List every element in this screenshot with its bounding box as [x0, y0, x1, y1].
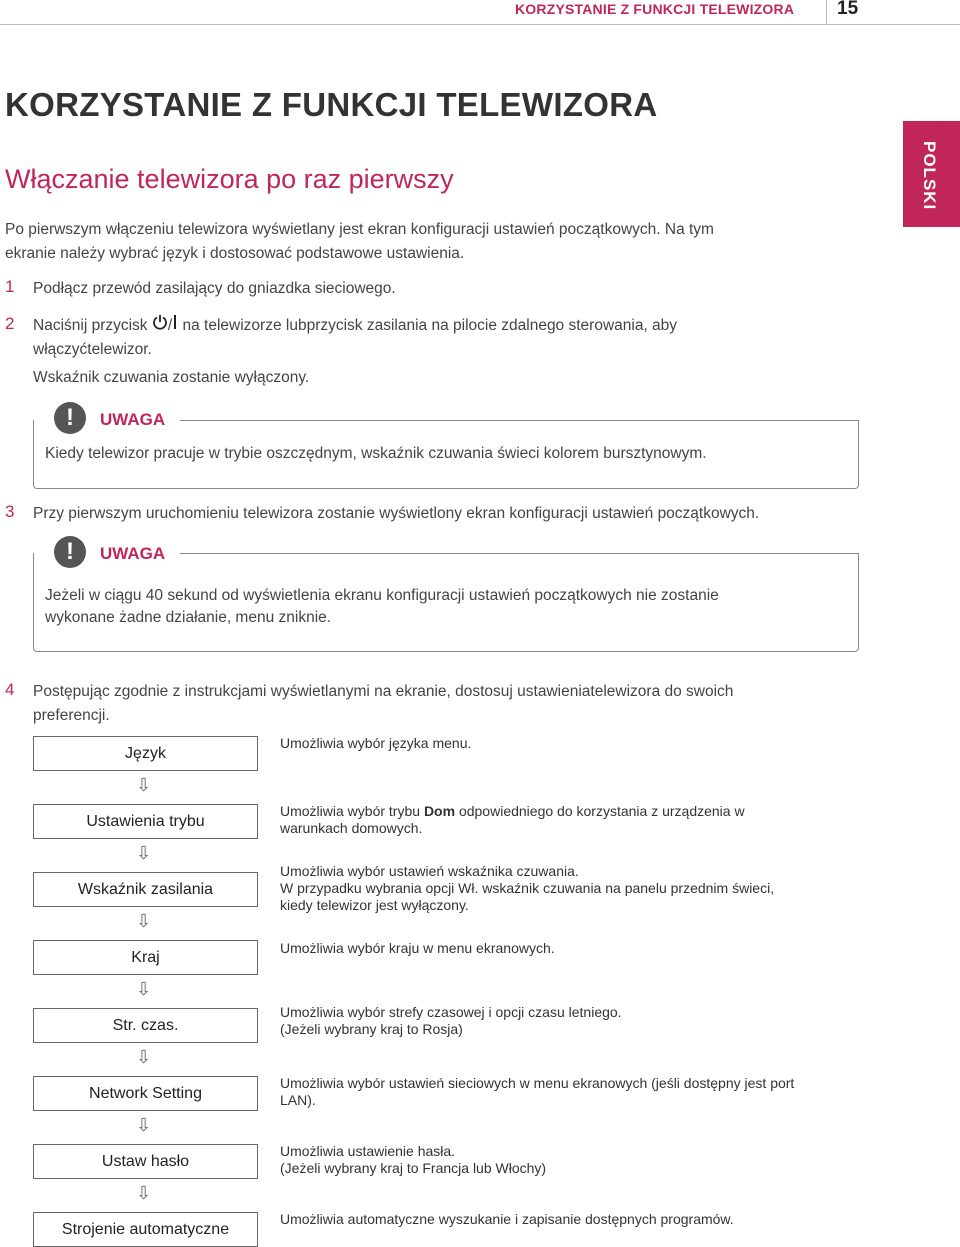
- warning-icon: !: [54, 536, 86, 568]
- flow-box-auto-tuning: Strojenie automatyczne: [33, 1212, 258, 1247]
- page-number: 15: [837, 0, 859, 19]
- note-label: UWAGA: [100, 410, 166, 429]
- flow-desc-country: Umożliwia wybór kraju w menu ekranowych.: [280, 940, 555, 956]
- flow-desc-auto-tuning: Umożliwia automatyczne wyszukanie i zapisanie dostępnych programów.: [280, 1211, 734, 1227]
- flow-desc-language: Umożliwia wybór języka menu.: [280, 735, 472, 751]
- warning-icon: !: [54, 402, 86, 434]
- step-text: Podłącz przewód zasilający do gniazdka sieciowego.: [33, 280, 396, 297]
- flow-box-mode-setting: Ustawienia trybu: [33, 804, 258, 839]
- power-icon: [152, 314, 168, 338]
- flow-box-time-zone: Str. czas.: [33, 1008, 258, 1043]
- down-arrow-icon: ⇩: [136, 843, 152, 863]
- step-number: 3: [5, 502, 15, 521]
- flow-box-set-password: Ustaw hasło: [33, 1144, 258, 1179]
- page-title: KORZYSTANIE Z FUNKCJI TELEWIZORA: [5, 86, 658, 123]
- intro-paragraph: Po pierwszym włączeniu telewizora wyświetlany jest ekran konfiguracji ustawień początkowych. Na tym ekranie należy wybrać język i dostosować podstawowe ustawienia.: [5, 221, 714, 262]
- down-arrow-icon: ⇩: [136, 979, 152, 999]
- step-text: Postępując zgodnie z instrukcjami wyświetlanymi na ekranie, dostosuj ustawieniatelewizora do swoich preferencji.: [33, 683, 734, 724]
- flow-desc-set-password: Umożliwia ustawienie hasła. (Jeżeli wybrany kraj to Francja lub Włochy): [280, 1143, 547, 1176]
- step-text: Przy pierwszym uruchomieniu telewizora zostanie wyświetlony ekran konfiguracji ustawień początkowych.: [33, 505, 760, 522]
- flow-desc-power-indicator: Umożliwia wybór ustawień wskaźnika czuwania. W przypadku wybrania opcji Wł. wskaźnik czuwania na panelu przednim świeci, kiedy telewizor jest wyłączony.: [280, 863, 775, 913]
- down-arrow-icon: ⇩: [136, 1183, 152, 1203]
- header-divider: [826, 0, 827, 24]
- flow-box-country: Kraj: [33, 940, 258, 975]
- down-arrow-icon: ⇩: [136, 775, 152, 795]
- flow-desc-time-zone: Umożliwia wybór strefy czasowej i opcji czasu letniego. (Jeżeli wybrany kraj to Rosja): [280, 1004, 622, 1037]
- note-label: UWAGA: [100, 544, 166, 563]
- flow-desc-network-setting: Umożliwia wybór ustawień sieciowych w menu ekranowych (jeśli dostępny jest port LAN).: [280, 1075, 795, 1108]
- flow-box-language: Język: [33, 736, 258, 771]
- flow-desc-mode-setting: Umożliwia wybór trybu Dom odpowiedniego do korzystania z urządzenia w warunkach domowych.: [280, 803, 745, 836]
- running-header: KORZYSTANIE Z FUNKCJI TELEWIZORA: [515, 1, 795, 17]
- step-number: 4: [5, 680, 15, 699]
- header-rule: [0, 24, 960, 25]
- step-number: 2: [5, 314, 15, 333]
- down-arrow-icon: ⇩: [136, 911, 152, 931]
- note-box: Kiedy telewizor pracuje w trybie oszczędnym, wskaźnik czuwania świeci kolorem bursztynowym.: [33, 420, 859, 489]
- down-arrow-icon: ⇩: [136, 1115, 152, 1135]
- step-number: 1: [5, 277, 15, 296]
- note-box: Jeżeli w ciągu 40 sekund od wyświetlenia ekranu konfiguracji ustawień początkowych nie zostanie wykonane żadne działanie, menu zniknie.: [33, 553, 859, 652]
- standby-bar-icon: [172, 314, 178, 338]
- language-tab: POLSKI: [903, 121, 960, 227]
- flow-box-power-indicator: Wskaźnik zasilania: [33, 872, 258, 907]
- step-text: Naciśnij przycisk / na telewizorze lubprzycisk zasilania na pilocie zdalnego sterowania, aby włączyćtelewizor. Wskaźnik czuwania zostanie wyłączony.: [33, 314, 863, 390]
- down-arrow-icon: ⇩: [136, 1047, 152, 1067]
- section-subtitle: Włączanie telewizora po raz pierwszy: [5, 164, 454, 194]
- flow-box-network-setting: Network Setting: [33, 1076, 258, 1111]
